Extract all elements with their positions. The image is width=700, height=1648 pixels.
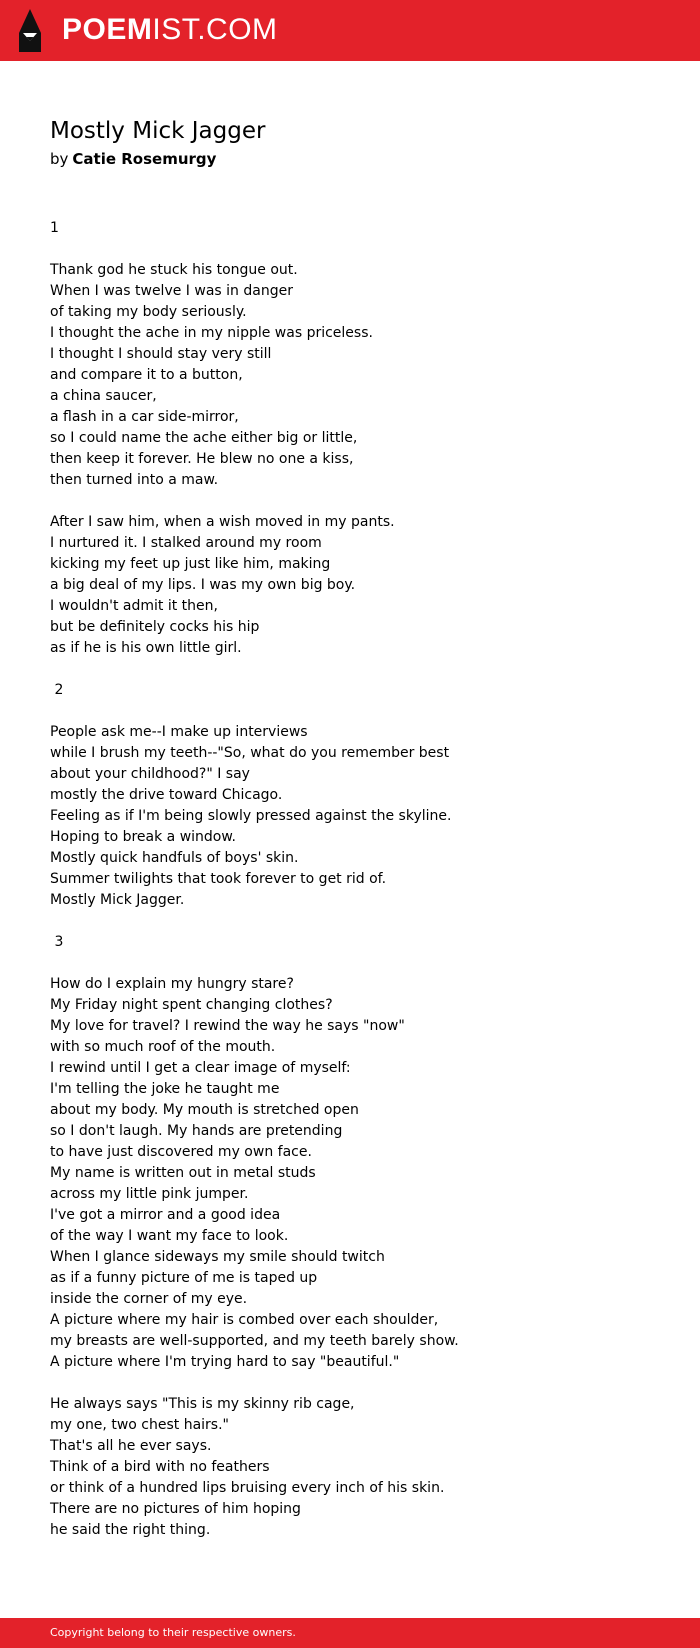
poem-line: so I could name the ache either big or little, xyxy=(50,430,358,446)
poem-line: 3 xyxy=(50,934,64,950)
poem-line: He always says "This is my skinny rib cage, xyxy=(50,1396,355,1412)
poem-line xyxy=(50,659,670,680)
poem-line: My love for travel? I rewind the way he says "now" xyxy=(50,1018,405,1034)
poem-line: Summer twilights that took forever to get rid of. xyxy=(50,871,387,887)
byline xyxy=(50,148,216,170)
poem-line xyxy=(50,701,670,722)
poem-line xyxy=(50,239,670,260)
poem-line: with so much roof of the mouth. xyxy=(50,1039,276,1055)
copyright-text: Copyright belong to their respective owners. xyxy=(50,1626,296,1639)
poem-line: then keep it forever. He blew no one a kiss, xyxy=(50,451,354,467)
site-header xyxy=(0,0,700,61)
poem-line: That's all he ever says. xyxy=(50,1438,212,1454)
poem-line: of the way I want my face to look. xyxy=(50,1228,289,1244)
poem-line: How do I explain my hungry stare? xyxy=(50,976,294,992)
poem-line: After I saw him, when a wish moved in my pants. xyxy=(50,514,395,530)
site-logo[interactable] xyxy=(62,12,278,48)
poem-line: a big deal of my lips. I was my own big boy. xyxy=(50,577,356,593)
by-label: by xyxy=(50,150,69,168)
poem-line: Mostly Mick Jagger. xyxy=(50,892,185,908)
pencil-tip-icon[interactable] xyxy=(17,9,43,52)
poem-line: a china saucer, xyxy=(50,388,157,404)
poem-title: Mostly Mick Jagger xyxy=(50,118,266,144)
poem-line: Thank god he stuck his tongue out. xyxy=(50,262,298,278)
poem-line: but be definitely cocks his hip xyxy=(50,619,260,635)
site-footer xyxy=(0,1618,700,1648)
poem-line: A picture where I'm trying hard to say "beautiful." xyxy=(50,1354,400,1370)
poem-line: I've got a mirror and a good idea xyxy=(50,1207,281,1223)
poem-line: Think of a bird with no feathers xyxy=(50,1459,270,1475)
poem-line xyxy=(50,953,670,974)
poem-line: a flash in a car side-mirror, xyxy=(50,409,239,425)
poem-line: and compare it to a button, xyxy=(50,367,243,383)
poem-line: as if he is his own little girl. xyxy=(50,640,242,656)
poem-line: or think of a hundred lips bruising every inch of his skin. xyxy=(50,1480,445,1496)
poem-body xyxy=(50,218,670,1541)
poem-line: mostly the drive toward Chicago. xyxy=(50,787,283,803)
poem-line: My name is written out in metal studs xyxy=(50,1165,316,1181)
poem-line: I thought I should stay very still xyxy=(50,346,272,362)
poem-line: across my little pink jumper. xyxy=(50,1186,249,1202)
poem-line: then turned into a maw. xyxy=(50,472,219,488)
poem-line: Hoping to break a window. xyxy=(50,829,236,845)
author-name: Catie Rosemurgy xyxy=(72,150,217,168)
poem-line: my breasts are well-supported, and my teeth barely show. xyxy=(50,1333,459,1349)
poem-line: so I don't laugh. My hands are pretending xyxy=(50,1123,343,1139)
poem-line: Feeling as if I'm being slowly pressed against the skyline. xyxy=(50,808,452,824)
poem-line: I'm telling the joke he taught me xyxy=(50,1081,280,1097)
poem-line: while I brush my teeth--"So, what do you remember best xyxy=(50,745,450,761)
poem-line: My Friday night spent changing clothes? xyxy=(50,997,333,1013)
poem-line: about your childhood?" I say xyxy=(50,766,250,782)
poem-line: he said the right thing. xyxy=(50,1522,211,1538)
poem-line xyxy=(50,911,670,932)
poem-line xyxy=(50,491,670,512)
poem-line: Mostly quick handfuls of boys' skin. xyxy=(50,850,299,866)
poem-line: I thought the ache in my nipple was priceless. xyxy=(50,325,373,341)
poem-line: A picture where my hair is combed over each shoulder, xyxy=(50,1312,439,1328)
poem-line: 1 xyxy=(50,220,59,236)
poem-line: When I glance sideways my smile should twitch xyxy=(50,1249,385,1265)
poem-line: my one, two chest hairs." xyxy=(50,1417,229,1433)
poem-line: of taking my body seriously. xyxy=(50,304,247,320)
poem-line: When I was twelve I was in danger xyxy=(50,283,293,299)
poem-line: as if a funny picture of me is taped up xyxy=(50,1270,318,1286)
poem-line: I rewind until I get a clear image of myself: xyxy=(50,1060,351,1076)
poem-line: kicking my feet up just like him, making xyxy=(50,556,331,572)
poem-line: There are no pictures of him hoping xyxy=(50,1501,301,1517)
poem-line: about my body. My mouth is stretched open xyxy=(50,1102,359,1118)
poem-line: I wouldn't admit it then, xyxy=(50,598,218,614)
poem-line: People ask me--I make up interviews xyxy=(50,724,308,740)
poem-line xyxy=(50,1373,670,1394)
poem-line: I nurtured it. I stalked around my room xyxy=(50,535,322,551)
logo-text-bold: POEM xyxy=(62,13,153,46)
poem-line: inside the corner of my eye. xyxy=(50,1291,248,1307)
poem-line: to have just discovered my own face. xyxy=(50,1144,312,1160)
logo-text-light: IST.COM xyxy=(152,13,278,46)
poem-line: 2 xyxy=(50,682,64,698)
